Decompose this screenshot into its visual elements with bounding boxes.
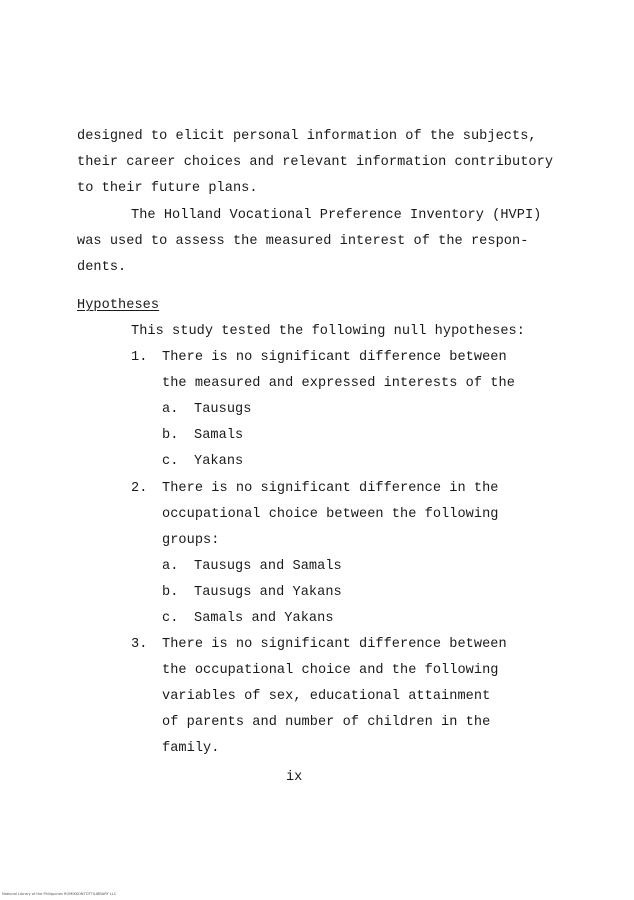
hypothesis-1-item-b-text: Samals — [194, 428, 244, 443]
footer-attribution: National Library of the Philippines ROMIKKONTOTTILIBRARY LLC — [2, 892, 117, 896]
paragraph-2-line-3: dents. — [77, 260, 127, 275]
hypothesis-3-line-1: There is no significant difference between — [162, 637, 507, 652]
hypothesis-1-line-2: the measured and expressed interests of the — [162, 376, 515, 391]
hypothesis-1-line-1: There is no significant difference between — [162, 350, 507, 365]
section-intro: This study tested the following null hypotheses: — [131, 324, 525, 339]
paragraph-2-line-2: was used to assess the measured interest of the respon- — [77, 234, 529, 249]
hypothesis-3-line-3: variables of sex, educational attainment — [162, 689, 491, 704]
hypothesis-3-line-2: the occupational choice and the following — [162, 663, 499, 678]
hypothesis-1-item-c-letter: c. — [162, 454, 179, 469]
hypothesis-2-line-3: groups: — [162, 533, 220, 548]
hypothesis-2-item-b-text: Tausugs and Yakans — [194, 585, 342, 600]
page-number: ix — [286, 770, 303, 785]
hypothesis-2-number: 2. — [131, 481, 148, 496]
hypothesis-2-item-a-text: Tausugs and Samals — [194, 559, 342, 574]
hypothesis-1-item-a-text: Tausugs — [194, 402, 252, 417]
hypothesis-2-line-1: There is no significant difference in the — [162, 481, 499, 496]
hypothesis-1-item-a-letter: a. — [162, 402, 179, 417]
paragraph-2-line-1: The Holland Vocational Preference Inventory (HVPI) — [131, 208, 542, 223]
hypothesis-2-line-2: occupational choice between the following — [162, 507, 499, 522]
section-heading: Hypotheses — [77, 298, 160, 313]
hypothesis-1-item-c-text: Yakans — [194, 454, 244, 469]
hypothesis-1-item-b-letter: b. — [162, 428, 179, 443]
hypothesis-2-item-c-text: Samals and Yakans — [194, 611, 334, 626]
paragraph-1-line-3: to their future plans. — [77, 181, 258, 196]
paragraph-1-line-2: their career choices and relevant information contributory — [77, 155, 554, 170]
hypothesis-2-item-c-letter: c. — [162, 611, 179, 626]
hypothesis-1-number: 1. — [131, 350, 148, 365]
hypothesis-3-number: 3. — [131, 637, 148, 652]
hypothesis-3-line-5: family. — [162, 741, 220, 756]
hypothesis-2-item-a-letter: a. — [162, 559, 179, 574]
hypothesis-3-line-4: of parents and number of children in the — [162, 715, 491, 730]
paragraph-1-line-1: designed to elicit personal information of the subjects, — [77, 129, 537, 144]
hypothesis-2-item-b-letter: b. — [162, 585, 179, 600]
